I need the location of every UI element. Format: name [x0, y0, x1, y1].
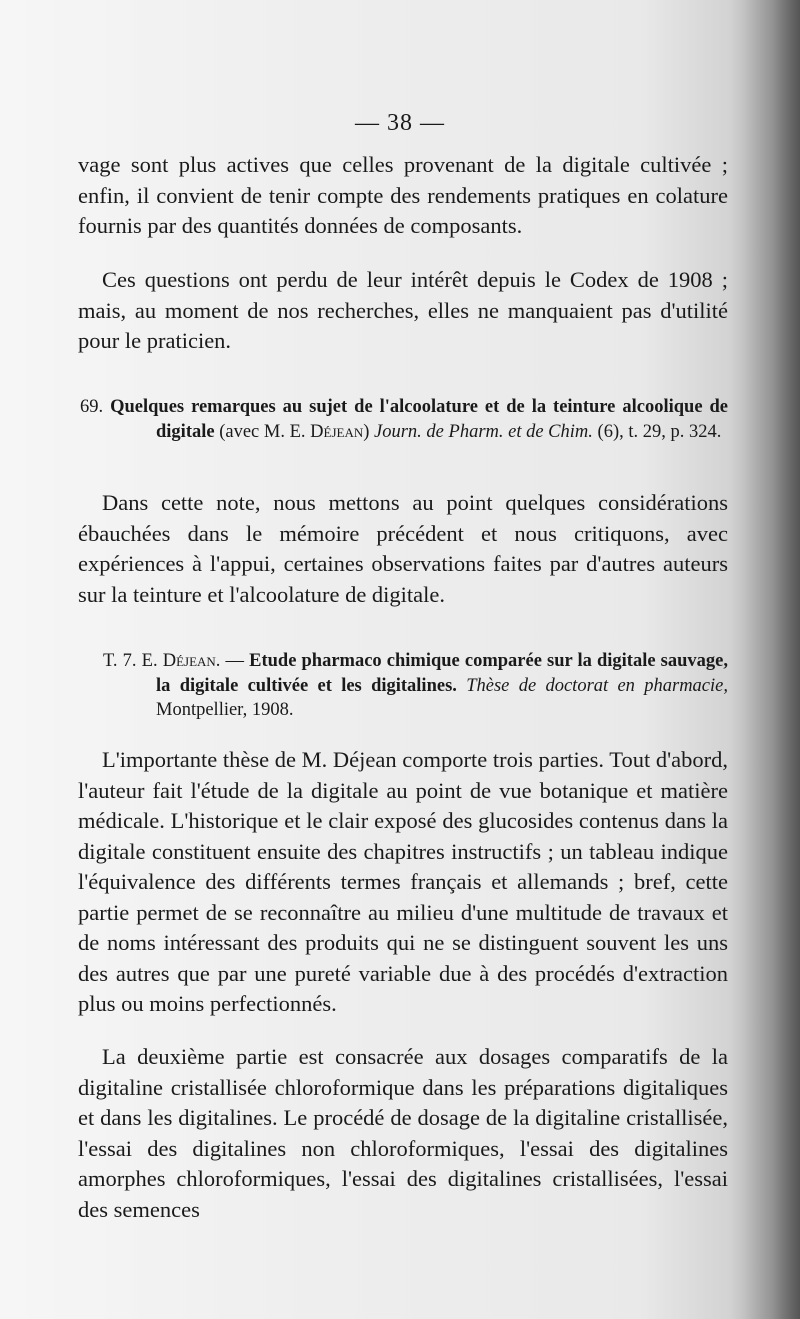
paragraph-5: L'importante thèse de M. Déjean comporte trois parties. Tout d'abord, l'auteur fait l'étude de la digitale au point de vue botanique et matière médicale. L'historique et le clair exposé des glucosides contenus dans la digitale constituent ensuite des chapitres instructifs ; un tableau indique l'équivalence des différents termes français et allemands ; bref, cette partie permet de se reconnaître au milieu d'une multitude de travaux et de noms intéressant des produits qui ne se distinguent souvent les uns des autres que par une pureté variable due à des procédés d'extraction plus ou moins perfectionnés. [78, 747, 728, 1016]
page-edge-shadow [730, 0, 800, 1319]
entry-coauthor-prefix: (avec M. E. [219, 421, 306, 442]
paragraph-4: Dans cette note, nous mettons au point quelques considérations ébauchées dans le mémoire précédent et nous critiquons, avec expériences à l'appui, certaines observations faites par d'autres auteurs sur la teinture et l'alcoolature de digitale. [78, 490, 728, 607]
entry-dash: — [225, 651, 245, 671]
entry-author-name: Déjean. [162, 651, 221, 671]
paragraph-1: vage sont plus actives que celles provenant de la digitale cultivée ; enfin, il convient de tenir compte des rendements pratiques en colature fournis par des quantités données de composants. [78, 152, 728, 238]
bibliography-entry-69 [80, 395, 728, 444]
entry-coauthor-name: Déjean) [310, 421, 370, 442]
entry-number: 69. [80, 397, 104, 417]
entry-title: Quelques remarques au sujet de l'alcoolature et de la teinture alcoolique de digitale [110, 397, 728, 442]
entry-reference: (6), t. 29, p. 324. [597, 421, 722, 442]
paragraph-2: Ces questions ont perdu de leur intérêt depuis le Codex de 1908 ; mais, au moment de nos recherches, elles ne manquaient pas d'utilité pour le praticien. [78, 267, 728, 353]
entry-title: Etude pharmaco chimique comparée sur la digitale sauvage, la digitale cultivée et les digitalines. [156, 651, 729, 696]
paragraph-6: La deuxième partie est consacrée aux dosages comparatifs de la digitaline cristallisée chloroformique dans les préparations digitaliques et dans les digitalines. Le procédé de dosage de la digitaline cristallisée, l'essai des digitalines non chloroformiques, l'essai des digitalines amorphes chloroformiques, l'essai des digitalines cristallisées, l'essai des semences [78, 1044, 728, 1222]
bibliography-entry-t7 [103, 649, 728, 723]
page-number: — 38 — [355, 110, 445, 136]
entry-author-initial: E. [141, 651, 158, 671]
entry-journal: Journ. de Pharm. et de Chim. [374, 421, 593, 442]
entry-place-year: Montpellier, 1908. [156, 700, 294, 720]
entry-thesis: Thèse de doctorat en pharmacie, [466, 675, 728, 696]
entry-number: T. 7. [103, 651, 137, 671]
